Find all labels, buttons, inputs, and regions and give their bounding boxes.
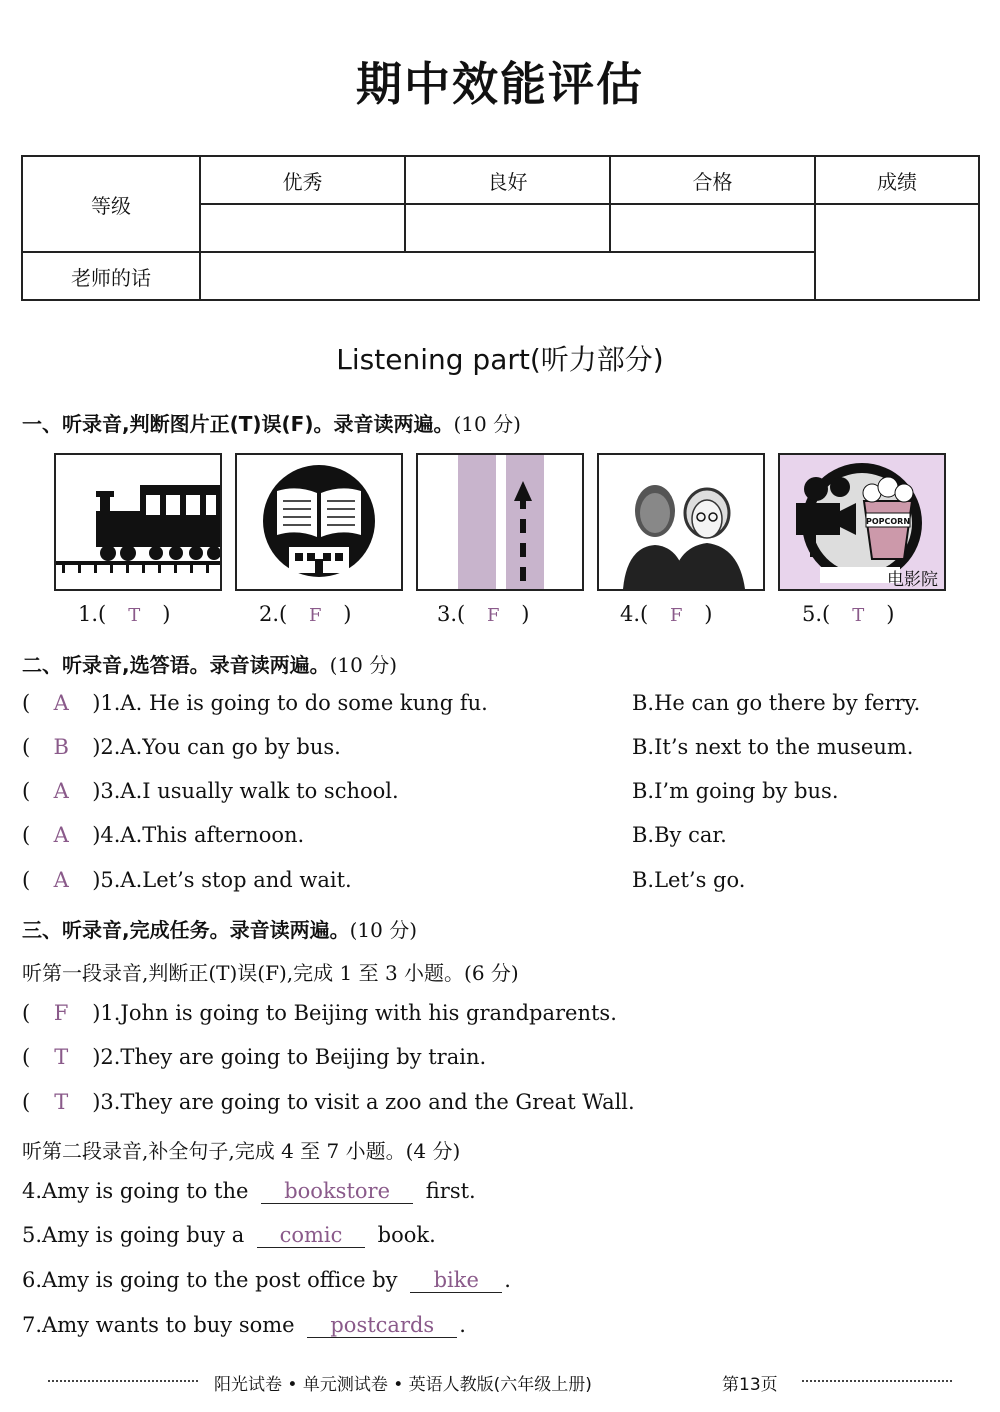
s2-item-1: ( A )1.A. He is going to do some kung fu. [22,691,488,715]
footer-page-number: 第13页 [722,1375,778,1395]
picture-answer-value: F [669,605,683,626]
s2-option-a: )1.A. He is going to do some kung fu. [92,691,488,715]
fill-blank: postcards [307,1313,457,1338]
footer-divider-right [802,1380,952,1382]
s3-part2-instruction: 听第二段录音,补全句子,完成 4 至 7 小题。(4 分) [22,1139,461,1163]
grade-table [21,155,980,301]
picture-answer-value: T [128,605,141,626]
picture-answer-num: 3.( [437,602,466,626]
section2-heading [22,649,397,678]
section1-points: (10 分) [453,412,521,436]
footer-divider-left [48,1380,198,1382]
cinema-icon [780,455,944,589]
fill-blank: bookstore [261,1179,413,1204]
picture-answer-3 [437,602,529,626]
s3-tf-item-3: ( T )3.They are going to visit a zoo and the Great Wall. [22,1090,635,1114]
s3-tf-answer: T [54,1090,69,1114]
s2-option-a: )3.A.I usually walk to school. [92,779,399,803]
listening-heading: Listening part(听力部分) [336,343,664,376]
picture-road [416,453,584,591]
fill-after: book. [377,1223,436,1247]
s3-tf-answer: F [53,1001,69,1025]
s3-fill-item-6 [22,1268,511,1293]
picture-answer-num: 2.( [259,602,288,626]
s2-answer: A [53,868,69,892]
level-pass: 合格 [610,156,815,204]
picture-answer-close: ) [886,602,895,626]
fill-before: 6.Amy is going to the post office by [22,1268,398,1292]
level-excellent: 优秀 [200,156,405,204]
s2-option-b-2: B.It’s next to the museum. [632,735,914,759]
fill-blank: comic [257,1223,365,1248]
picture-answer-1 [78,602,170,626]
section2-heading-text: 二、听录音,选答语。录音读两遍。 [22,653,330,677]
picture-answer-value: T [852,605,865,626]
picture-answer-close: ) [343,602,352,626]
s3-tf-item-2: ( T )2.They are going to Beijing by train. [22,1045,487,1069]
s2-answer: A [53,823,69,847]
teacher-label: 老师的话 [22,252,200,300]
footer-text: 阳光试卷 • 单元测试卷 • 英语人教版(六年级上册) [214,1375,592,1395]
s2-answer: B [53,735,69,759]
s3-fill-item-5 [22,1223,436,1248]
s2-option-b-3: B.I’m going by bus. [632,779,839,803]
s3-tf-text: )2.They are going to Beijing by train. [92,1045,487,1069]
s2-option-a: )5.A.Let’s stop and wait. [92,868,352,892]
s3-part1-instruction: 听第一段录音,判断正(T)误(F),完成 1 至 3 小题。(6 分) [22,961,519,985]
teacher-comment-cell [200,252,815,300]
section3-points: (10 分) [349,918,418,942]
page-title: 期中效能评估 [356,57,644,111]
level-good: 良好 [405,156,610,204]
picture-answer-2 [259,602,351,626]
library-icon [237,455,401,589]
fill-after: . [459,1313,466,1337]
s2-answer: A [53,691,69,715]
score-label: 成绩 [815,156,979,204]
picture-answer-5 [802,602,894,626]
picture-library [235,453,403,591]
s2-option-b-1: B.He can go there by ferry. [632,691,921,715]
s3-fill-item-4 [22,1179,476,1204]
fill-before: 4.Amy is going to the [22,1179,249,1203]
fill-before: 7.Amy wants to buy some [22,1313,295,1337]
s2-option-b-4: B.By car. [632,823,727,847]
s2-option-b-5: B.Let’s go. [632,868,746,892]
fill-blank: bike [410,1268,502,1293]
picture-grandparents [597,453,765,591]
s3-tf-answer: T [54,1045,69,1069]
s2-item-3: ( A )3.A.I usually walk to school. [22,779,399,803]
picture-train [54,453,222,591]
s3-fill-item-7 [22,1313,466,1338]
picture-answer-close: ) [704,602,713,626]
s3-tf-text: )3.They are going to visit a zoo and the Great Wall. [92,1090,635,1114]
picture-answer-value: F [486,605,500,626]
popcorn-label: POPCORN [865,517,911,526]
s2-item-5: ( A )5.A.Let’s stop and wait. [22,868,352,892]
s3-tf-item-1: ( F )1.John is going to Beijing with his grandparents. [22,1001,617,1025]
picture-answer-num: 5.( [802,602,831,626]
picture-answer-4 [620,602,712,626]
picture-cinema [778,453,946,591]
fill-before: 5.Amy is going buy a [22,1223,245,1247]
fill-after: first. [425,1179,476,1203]
picture-answer-num: 1.( [78,602,107,626]
s2-item-2: ( B )2.A.You can go by bus. [22,735,341,759]
level-excellent-cell [200,204,405,252]
s3-tf-text: )1.John is going to Beijing with his grandparents. [92,1001,617,1025]
picture-answer-num: 4.( [620,602,649,626]
section1-heading-text: 一、听录音,判断图片正(T)误(F)。录音读两遍。 [22,412,454,436]
s2-answer: A [53,779,69,803]
level-good-cell [405,204,610,252]
section3-heading [22,914,417,943]
cinema-label: 电影院 [887,570,938,589]
score-cell [815,204,979,300]
s2-item-4: ( A )4.A.This afternoon. [22,823,305,847]
train-icon [56,455,220,589]
section1-heading [22,408,521,437]
section3-heading-text: 三、听录音,完成任务。录音读两遍。 [22,918,350,942]
s2-option-a: )2.A.You can go by bus. [92,735,341,759]
level-label: 等级 [22,156,200,252]
picture-answer-close: ) [162,602,171,626]
grandparents-icon [599,455,763,589]
road-arrow-icon [418,455,582,589]
section2-points: (10 分) [329,653,398,677]
fill-after: . [504,1268,511,1292]
picture-answer-value: F [308,605,322,626]
s2-option-a: )4.A.This afternoon. [92,823,305,847]
picture-answer-close: ) [521,602,530,626]
level-pass-cell [610,204,815,252]
